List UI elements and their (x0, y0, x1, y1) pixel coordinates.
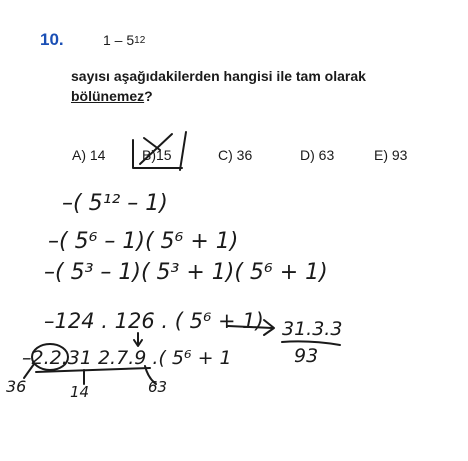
handwriting-line2: –( 5⁶ – 1)( 5⁶ + 1) (48, 229, 239, 254)
handwriting-line4: –124 . 126 . ( 5⁶ + 1) (44, 309, 264, 333)
handwriting-note-14: 14 (70, 383, 90, 401)
handwriting-line3: –( 5³ – 1)( 5³ + 1)( 5⁶ + 1) (44, 260, 328, 285)
down-arrow (134, 333, 142, 346)
option-b-cross (140, 134, 172, 164)
option-b-letter: B) (142, 147, 156, 163)
question-number: 10. (40, 30, 64, 49)
handwriting-right-top: 31.3.3 (282, 318, 343, 340)
expression-exponent: 12 (134, 35, 146, 46)
handwriting-note-63: 63 (148, 378, 168, 396)
option-b-value: 15 (156, 147, 172, 163)
stem-prefix: sayısı aşağıdakilerden hangisi ile tam olarak (71, 68, 366, 84)
option-c-letter: C) (218, 147, 233, 163)
option-e-letter: E) (374, 147, 388, 163)
option-a-value: 14 (89, 147, 106, 163)
handwriting-note-36: 36 (6, 377, 27, 396)
handwriting-right-bottom: 93 (294, 345, 319, 367)
option-c-value: 36 (236, 147, 253, 163)
expression-base: 1 – 5 (103, 32, 135, 48)
option-d-value: 63 (318, 147, 335, 163)
stem-underlined: bölünemez (71, 88, 145, 104)
stem-suffix: ? (144, 88, 153, 104)
handwriting-line1: –( 5¹² – 1) (62, 191, 168, 216)
option-e-value: 93 (391, 147, 408, 163)
handwriting-line5: –2.2.31 2.7.9 .( 5⁶ + 1 (22, 347, 232, 369)
option-a-letter: A) (72, 147, 86, 163)
option-b-box-right (180, 132, 186, 170)
option-d-letter: D) (300, 147, 315, 163)
